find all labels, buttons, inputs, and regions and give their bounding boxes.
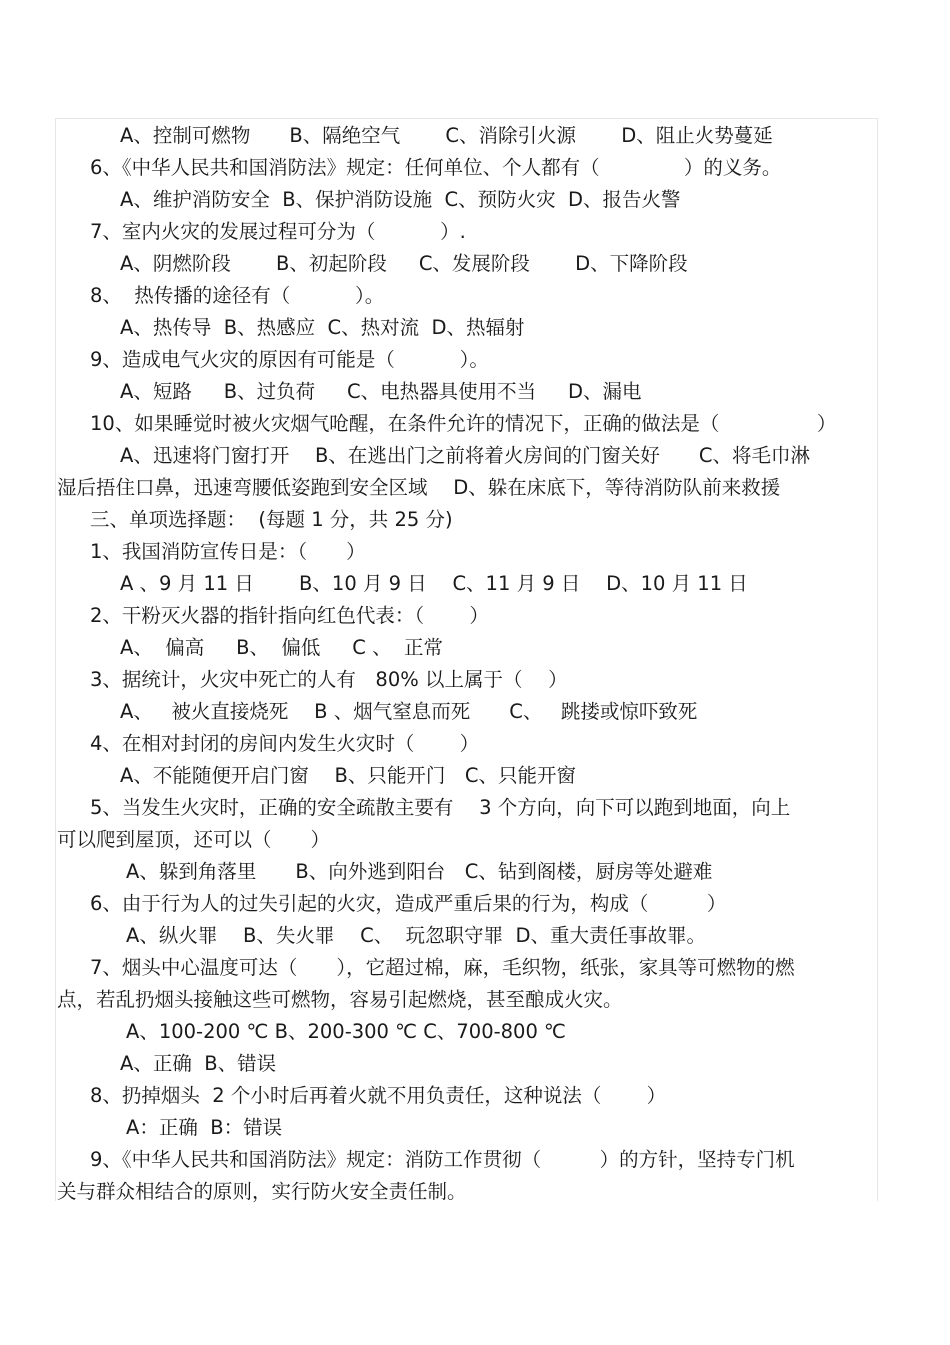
sc-q1-options: A 、9 月 11 日 B、10 月 9 日 C、11 月 9 日 D、10 月 11 日 — [120, 572, 748, 595]
question-6: 6、《中华人民共和国消防法》规定：任何单位、个人都有（ ）的义务。 — [90, 156, 782, 179]
q10-options-line2: 湿后捂住口鼻，迅速弯腰低姿跑到安全区域 D、躲在床底下，等待消防队前来救援 — [57, 476, 781, 499]
question-7: 7、室内火灾的发展过程可分为（ ）. — [90, 220, 466, 243]
question-10: 10、如果睡觉时被火灾烟气呛醒，在条件允许的情况下，正确的做法是（ ） — [90, 412, 837, 435]
sc-q7-extra-options: A、正确 B、错误 — [120, 1052, 277, 1075]
section-heading: 三、单项选择题： (每题 1 分，共 25 分) — [90, 508, 453, 531]
sc-q8-options: A：正确 B：错误 — [126, 1116, 283, 1139]
sc-question-7-line2: 点，若乱扔烟头接触这些可燃物，容易引起燃烧，甚至酿成火灾。 — [57, 988, 623, 1011]
sc-question-3: 3、据统计，火灾中死亡的人有 80% 以上属于（ ） — [90, 668, 568, 691]
sc-q2-options: A、 偏高 B、 偏低 C 、 正常 — [120, 636, 444, 659]
sc-question-5-line2: 可以爬到屋顶，还可以（ ） — [57, 828, 331, 851]
sc-q4-options: A、不能随便开启门窗 B、只能开门 C、只能开窗 — [120, 764, 577, 787]
q7-options: A、阴燃阶段 B、初起阶段 C、发展阶段 D、下降阶段 — [120, 252, 688, 275]
sc-q6-options: A、纵火罪 B、失火罪 C、 玩忽职守罪 D、重大责任事故罪。 — [126, 924, 707, 947]
question-8: 8、 热传播的途径有（ ）。 — [90, 284, 385, 307]
sc-question-9-line1: 9、《中华人民共和国消防法》规定：消防工作贯彻（ ）的方针，坚持专门机 — [90, 1148, 795, 1171]
sc-question-6: 6、由于行为人的过失引起的火灾，造成严重后果的行为，构成（ ） — [90, 892, 727, 915]
sc-question-4: 4、在相对封闭的房间内发生火灾时（ ） — [90, 732, 480, 755]
question-9: 9、造成电气火灾的原因有可能是（ ）。 — [90, 348, 489, 371]
sc-q5-options: A、躲到角落里 B、向外逃到阳台 C、钻到阁楼，厨房等处避难 — [126, 860, 713, 883]
sc-question-2: 2、干粉灭火器的指针指向红色代表：（ ） — [90, 604, 489, 627]
sc-question-7-line1: 7、烟头中心温度可达（ ），它超过棉，麻，毛织物，纸张，家具等可燃物的燃 — [90, 956, 795, 979]
sc-question-5-line1: 5、当发生火灾时，正确的安全疏散主要有 3 个方向，向下可以跑到地面，向上 — [90, 796, 791, 819]
q9-options: A、短路 B、过负荷 C、电热器具使用不当 D、漏电 — [120, 380, 642, 403]
sc-question-1: 1、我国消防宣传日是：（ ） — [90, 540, 366, 563]
q10-options-line1: A、迅速将门窗打开 B、在逃出门之前将着火房间的门窗关好 C、将毛巾淋 — [120, 444, 811, 467]
q5-options: A、控制可燃物 B、隔绝空气 C、消除引火源 D、阻止火势蔓延 — [120, 124, 773, 147]
sc-q7-options: A、100-200 ℃ B、200-300 ℃ C、700-800 ℃ — [126, 1020, 566, 1043]
q8-options: A、热传导 B、热感应 C、热对流 D、热辐射 — [120, 316, 525, 339]
sc-question-8: 8、扔掉烟头 2 个小时后再着火就不用负责任，这种说法（ ） — [90, 1084, 667, 1107]
sc-q3-options: A、 被火直接烧死 B 、烟气窒息而死 C、 跳搂或惊吓致死 — [120, 700, 698, 723]
sc-question-9-line2: 关与群众相结合的原则，实行防火安全责任制。 — [57, 1180, 467, 1203]
q6-options: A、维护消防安全 B、保护消防设施 C、预防火灾 D、报告火警 — [120, 188, 681, 211]
